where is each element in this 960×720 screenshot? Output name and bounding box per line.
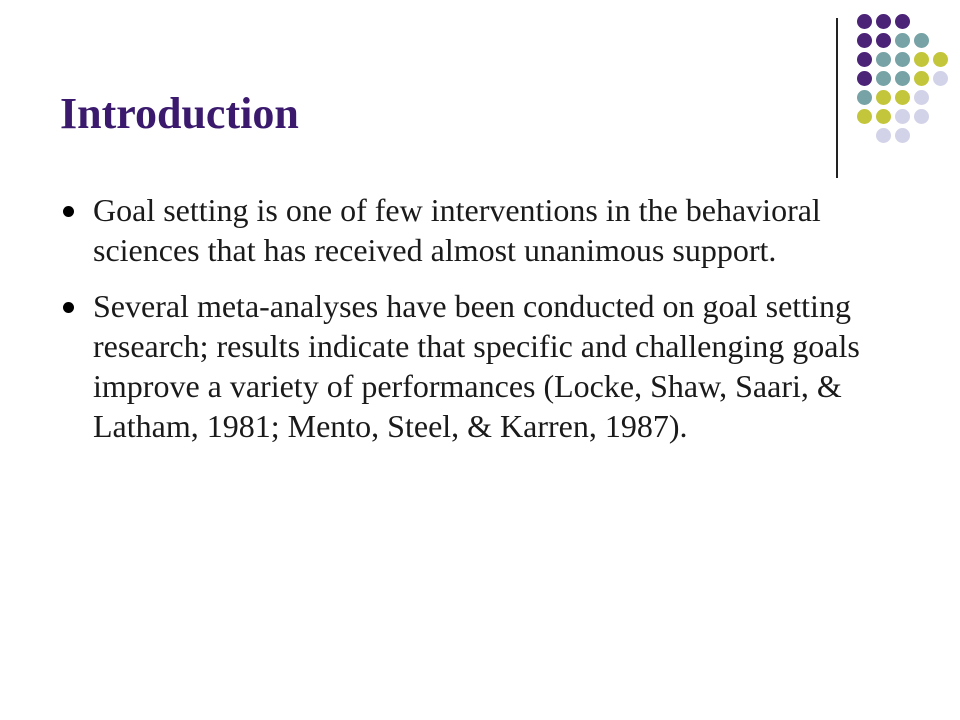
decorative-dot (876, 14, 891, 29)
decorative-dot (857, 33, 872, 48)
decorative-dot (876, 33, 891, 48)
decorative-dot (933, 52, 948, 67)
decorative-dot (914, 52, 929, 67)
decorative-dot (895, 109, 910, 124)
decorative-dot (876, 90, 891, 105)
bullet-item (60, 286, 910, 446)
decorative-dot (876, 71, 891, 86)
decorative-dot (895, 52, 910, 67)
decorative-dot (933, 71, 948, 86)
decorative-dot (876, 52, 891, 67)
bullet-item (60, 190, 910, 270)
bullet-text: Several meta-analyses have been conducted on goal setting research; results indicate that specific and challenging goals improve a variety of performances (Locke, Shaw, Saari, & Latham, 1981; Mento, Steel, & Karren, 1987). (93, 288, 860, 444)
slide-title: Introduction (60, 89, 299, 138)
bullet-list (60, 190, 910, 462)
decorative-dot (895, 71, 910, 86)
decorative-dot (876, 128, 891, 143)
decorative-dot (895, 128, 910, 143)
decorative-dot (857, 14, 872, 29)
decorative-dot (895, 33, 910, 48)
decorative-dot (914, 90, 929, 105)
decorative-dot (914, 33, 929, 48)
decorative-dot (895, 90, 910, 105)
decorative-dot (857, 71, 872, 86)
bullet-icon (63, 302, 74, 313)
decorative-dot (895, 14, 910, 29)
bullet-icon (63, 206, 74, 217)
decorative-dot (876, 109, 891, 124)
vertical-divider (836, 18, 838, 178)
decorative-dot (914, 71, 929, 86)
decorative-dot (857, 52, 872, 67)
decorative-dot (857, 109, 872, 124)
decorative-dot (914, 109, 929, 124)
bullet-text: Goal setting is one of few interventions in the behavioral sciences that has received almost unanimous support. (93, 192, 821, 268)
decorative-dot (857, 90, 872, 105)
